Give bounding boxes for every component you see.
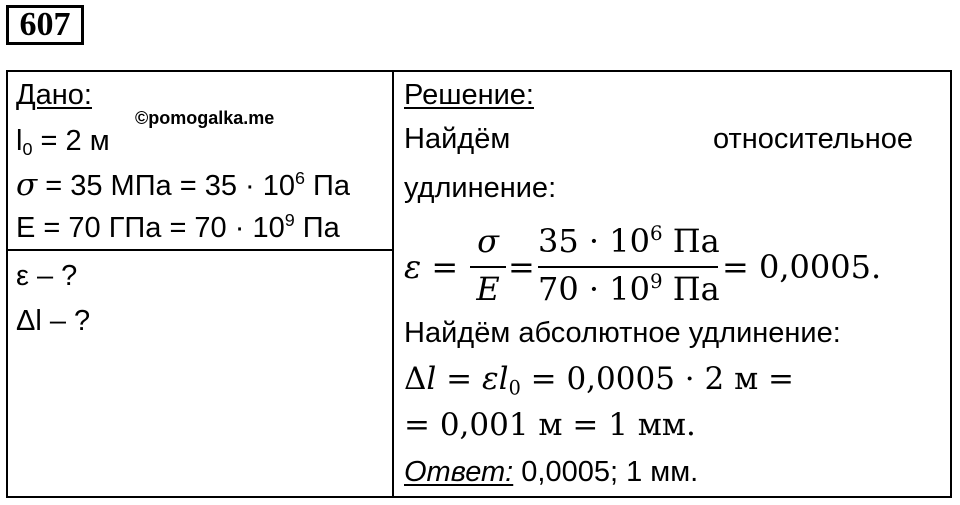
problem-number: 607 xyxy=(6,5,84,45)
formula-rhs: = 0,0005. xyxy=(722,248,882,286)
given-modulus: E = 70 ГПа = $70 \cdot 10^9$ Па xyxy=(16,210,340,244)
given-stress: σ = 35 МПа = $35 \cdot 10^6$ Па xyxy=(16,167,351,203)
solution-intro-line2: удлинение: xyxy=(404,172,557,204)
solution-title: Решение: xyxy=(404,79,534,111)
solution-intro-right: относительное xyxy=(713,123,914,155)
frac2-numerator: $35 \cdot 10^6$ Па xyxy=(538,222,720,260)
find-elongation: Δl – ? xyxy=(16,305,91,337)
elongation-calc-1: $\Delta l = \varepsilon l_0 = 0,0005 \cdot 2$ м = xyxy=(404,361,795,400)
given-find-divider xyxy=(6,249,394,251)
solution-abs-intro: Найдём абсолютное удлинение: xyxy=(404,317,841,349)
formula-eq: = xyxy=(508,248,535,286)
answer-label: Ответ: xyxy=(404,456,514,488)
solution-intro-left: Найдём xyxy=(404,123,511,155)
formula-lhs: ε = xyxy=(404,248,459,286)
frac1-numerator: σ xyxy=(477,222,499,260)
column-divider xyxy=(392,70,394,498)
frac1-denominator: E xyxy=(476,270,500,308)
watermark: ©pomogalka.me xyxy=(135,108,275,128)
answer-value: 0,0005; 1 мм. xyxy=(513,456,699,488)
find-strain: ε – ? xyxy=(16,260,78,292)
answer-line xyxy=(404,455,698,489)
given-length: $l_0 = 2$ м xyxy=(16,125,110,160)
elongation-calc-2: = 0,001 м = 1 мм. xyxy=(404,407,696,443)
given-title: Дано: xyxy=(16,79,92,111)
frac2-denominator: $70 \cdot 10^9$ Па xyxy=(538,270,720,308)
strain-formula xyxy=(404,218,944,308)
